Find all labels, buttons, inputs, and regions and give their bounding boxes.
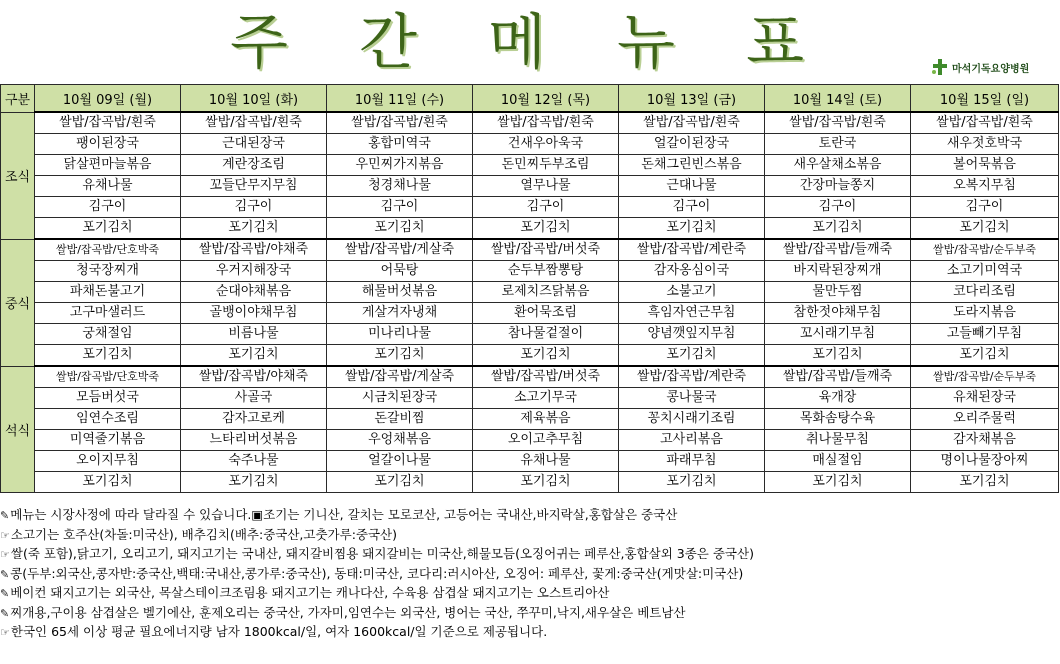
menu-item: 쌀밥/잡곡밥/흰죽 — [765, 112, 911, 134]
menu-item: 어묵탕 — [327, 261, 473, 282]
menu-item: 취나물무침 — [765, 430, 911, 451]
menu-item: 청국장찌개 — [35, 261, 181, 282]
menu-row — [1, 261, 1059, 282]
menu-item: 유채나물 — [473, 451, 619, 472]
menu-item: 쌀밥/잡곡밥/들깨죽 — [765, 239, 911, 261]
menu-item: 바지락된장찌개 — [765, 261, 911, 282]
menu-item: 포기김치 — [911, 345, 1059, 367]
menu-item: 포기김치 — [327, 345, 473, 367]
menu-item: 얼갈이나물 — [327, 451, 473, 472]
note-text: 쌀(죽 포함),닭고기, 오리고기, 돼지고기는 국내산, 돼지갈비찜용 돼지갈비는 미국산,해물모듬(오징어귀는 페루산,홍합살외 3종은 중국산) — [10, 546, 754, 561]
menu-item: 포기김치 — [765, 345, 911, 367]
menu-item: 우거지해장국 — [181, 261, 327, 282]
menu-item: 숙주나물 — [181, 451, 327, 472]
menu-item: 돈채그린빈스볶음 — [619, 155, 765, 176]
menu-item: 포기김치 — [181, 345, 327, 367]
menu-item: 포기김치 — [619, 218, 765, 240]
menu-item: 포기김치 — [473, 218, 619, 240]
menu-item: 토란국 — [765, 134, 911, 155]
menu-item: 볼어묵볶음 — [911, 155, 1059, 176]
menu-item: 유채된장국 — [911, 388, 1059, 409]
menu-item: 쌀밥/잡곡밥/게살죽 — [327, 366, 473, 388]
menu-item: 김구이 — [911, 197, 1059, 218]
menu-item: 쌀밥/잡곡밥/흰죽 — [473, 112, 619, 134]
menu-item: 미역줄기볶음 — [35, 430, 181, 451]
menu-item: 쌀밥/잡곡밥/단호박죽 — [35, 239, 181, 261]
menu-item: 모듬버섯국 — [35, 388, 181, 409]
menu-row — [1, 409, 1059, 430]
menu-item: 고들빼기무침 — [911, 324, 1059, 345]
menu-item: 파래무침 — [619, 451, 765, 472]
pencil-icon: ✎ — [0, 606, 10, 620]
menu-item: 포기김치 — [327, 218, 473, 240]
menu-row — [1, 282, 1059, 303]
menu-item: 환어묵조림 — [473, 303, 619, 324]
menu-item: 포기김치 — [473, 345, 619, 367]
menu-item: 파채돈불고기 — [35, 282, 181, 303]
menu-item: 쌀밥/잡곡밥/흰죽 — [181, 112, 327, 134]
menu-item: 포기김치 — [473, 472, 619, 493]
menu-item: 돈민찌두부조림 — [473, 155, 619, 176]
note-text: 소고기는 호주산(차돌:미국산), 배추김치(배추:중국산,고춧가루:중국산) — [10, 526, 398, 542]
menu-item: 쌀밥/잡곡밥/들깨죽 — [765, 366, 911, 388]
menu-item: 로제치즈닭볶음 — [473, 282, 619, 303]
menu-item: 쌀밥/잡곡밥/계란죽 — [619, 239, 765, 261]
menu-row — [1, 112, 1059, 134]
menu-row — [1, 472, 1059, 493]
logo-text: 마석기독요양병원 — [952, 63, 1030, 75]
menu-item: 꽁치시래기조림 — [619, 409, 765, 430]
menu-item: 포기김치 — [327, 472, 473, 493]
menu-item: 쌀밥/잡곡밥/야채죽 — [181, 366, 327, 388]
menu-item: 포기김치 — [181, 218, 327, 240]
pointing-hand-icon: ☞ — [0, 626, 10, 639]
date-header: 10월 14일 (토) — [765, 85, 911, 113]
menu-item: 궁채절임 — [35, 324, 181, 345]
note-line — [0, 583, 1060, 603]
meal-label: 석식 — [1, 366, 35, 493]
menu-item: 비름나물 — [181, 324, 327, 345]
menu-item: 꼬들단무지무침 — [181, 176, 327, 197]
menu-item: 쌀밥/잡곡밥/순두부죽 — [911, 366, 1059, 388]
menu-item: 포기김치 — [619, 472, 765, 493]
menu-item: 새우젓호박국 — [911, 134, 1059, 155]
menu-item: 계란장조림 — [181, 155, 327, 176]
note-line — [0, 505, 1060, 525]
menu-item: 우엉채볶음 — [327, 430, 473, 451]
menu-item: 쌀밥/잡곡밥/야채죽 — [181, 239, 327, 261]
menu-item: 쌀밥/잡곡밥/흰죽 — [911, 112, 1059, 134]
menu-item: 근대나물 — [619, 176, 765, 197]
menu-row — [1, 345, 1059, 367]
menu-item: 골뱅이야채무침 — [181, 303, 327, 324]
menu-row — [1, 197, 1059, 218]
menu-item: 콩나물국 — [619, 388, 765, 409]
meal-label: 조식 — [1, 112, 35, 239]
menu-item: 김구이 — [765, 197, 911, 218]
menu-item: 오이고추무침 — [473, 430, 619, 451]
menu-item: 김구이 — [327, 197, 473, 218]
note-line — [0, 564, 1060, 584]
menu-item: 포기김치 — [181, 472, 327, 493]
menu-item: 명이나물장아찌 — [911, 451, 1059, 472]
note-text: 베이컨 돼지고기는 외국산, 목살스테이크조림용 돼지고기는 캐나다산, 수육용 삼겹살 돼지고기는 오스트리아산 — [10, 585, 610, 600]
date-header: 10월 09일 (월) — [35, 85, 181, 113]
menu-item: 열무나물 — [473, 176, 619, 197]
menu-row — [1, 134, 1059, 155]
menu-item: 느타리버섯볶음 — [181, 430, 327, 451]
note-text: 메뉴는 시장사정에 따라 달라질 수 있습니다.▣조기는 기니산, 갈치는 모로코산, 고등어는 국내산,바지락살,홍합살은 중국산 — [10, 507, 678, 522]
menu-item: 쌀밥/잡곡밥/계란죽 — [619, 366, 765, 388]
menu-row — [1, 303, 1059, 324]
menu-row — [1, 366, 1059, 388]
menu-item: 목화솜탕수육 — [765, 409, 911, 430]
menu-item: 쌀밥/잡곡밥/흰죽 — [619, 112, 765, 134]
menu-item: 해물버섯볶음 — [327, 282, 473, 303]
header-row — [1, 85, 1059, 113]
pencil-icon: ✎ — [0, 509, 10, 522]
menu-item: 닭살편마늘볶음 — [35, 155, 181, 176]
menu-item: 포기김치 — [35, 345, 181, 367]
date-header: 10월 10일 (화) — [181, 85, 327, 113]
menu-item: 순대야채볶음 — [181, 282, 327, 303]
menu-item: 사골국 — [181, 388, 327, 409]
menu-item: 순두부짬뽕탕 — [473, 261, 619, 282]
menu-item: 육개장 — [765, 388, 911, 409]
menu-row — [1, 176, 1059, 197]
menu-item: 제육볶음 — [473, 409, 619, 430]
menu-item: 김구이 — [181, 197, 327, 218]
pointing-hand-icon: ☞ — [0, 548, 10, 561]
menu-item: 감자고로케 — [181, 409, 327, 430]
date-header: 10월 13일 (금) — [619, 85, 765, 113]
menu-item: 쌀밥/잡곡밥/버섯죽 — [473, 366, 619, 388]
menu-item: 김구이 — [473, 197, 619, 218]
menu-item: 오리주물럭 — [911, 409, 1059, 430]
note-text: 찌개용,구이용 삼겹살은 벨기에산, 훈제오리는 중국산, 가자미,임연수는 외국산, 병어는 국산, 쭈꾸미,낙지,새우살은 베트남산 — [10, 604, 686, 620]
menu-item: 돈갈비찜 — [327, 409, 473, 430]
weekly-menu-table — [0, 84, 1059, 493]
note-line — [0, 525, 1060, 545]
menu-row — [1, 239, 1059, 261]
menu-item: 건새우아욱국 — [473, 134, 619, 155]
menu-item: 고구마샐러드 — [35, 303, 181, 324]
menu-item: 김구이 — [619, 197, 765, 218]
menu-item: 흑임자연근무침 — [619, 303, 765, 324]
menu-item: 참한젓야채무침 — [765, 303, 911, 324]
menu-item: 유채나물 — [35, 176, 181, 197]
notes-section — [0, 505, 1060, 642]
header-corner: 구분 — [1, 85, 35, 113]
menu-item: 팽이된장국 — [35, 134, 181, 155]
pencil-icon: ✎ — [0, 567, 10, 581]
menu-item: 양념깻잎지무침 — [619, 324, 765, 345]
menu-item: 감자옹심이국 — [619, 261, 765, 282]
menu-item: 포기김치 — [765, 218, 911, 240]
menu-item: 우민찌가지볶음 — [327, 155, 473, 176]
note-text: 한국인 65세 이상 평균 필요에너지량 남자 1800kcal/일, 여자 1600kcal/일 기준으로 제공됩니다. — [10, 624, 548, 639]
menu-item: 감자채볶음 — [911, 430, 1059, 451]
hospital-logo — [930, 56, 1029, 78]
note-line — [0, 544, 1060, 564]
menu-item: 매실절임 — [765, 451, 911, 472]
date-header: 10월 11일 (수) — [327, 85, 473, 113]
menu-item: 포기김치 — [765, 472, 911, 493]
menu-row — [1, 218, 1059, 240]
menu-item: 물만두찜 — [765, 282, 911, 303]
menu-item: 쌀밥/잡곡밥/단호박죽 — [35, 366, 181, 388]
menu-item: 홍합미역국 — [327, 134, 473, 155]
menu-item: 쌀밥/잡곡밥/게살죽 — [327, 239, 473, 261]
menu-item: 도라지볶음 — [911, 303, 1059, 324]
cross-person-icon — [930, 57, 950, 77]
menu-item: 코다리조림 — [911, 282, 1059, 303]
menu-row — [1, 430, 1059, 451]
menu-item: 임연수조림 — [35, 409, 181, 430]
menu-row — [1, 324, 1059, 345]
menu-item: 소불고기 — [619, 282, 765, 303]
menu-item: 간장마늘쫑지 — [765, 176, 911, 197]
note-line — [0, 603, 1060, 623]
pointing-hand-icon: ☞ — [0, 528, 10, 542]
note-line — [0, 622, 1060, 642]
menu-item: 새우살채소볶음 — [765, 155, 911, 176]
page-title: 주 간 메 뉴 표 — [229, 8, 831, 78]
menu-item: 오이지무침 — [35, 451, 181, 472]
menu-item: 쌀밥/잡곡밥/버섯죽 — [473, 239, 619, 261]
menu-item: 시금치된장국 — [327, 388, 473, 409]
menu-item: 김구이 — [35, 197, 181, 218]
menu-item: 미나리나물 — [327, 324, 473, 345]
menu-row — [1, 155, 1059, 176]
menu-item: 청경채나물 — [327, 176, 473, 197]
menu-item: 근대된장국 — [181, 134, 327, 155]
menu-item: 쌀밥/잡곡밥/순두부죽 — [911, 239, 1059, 261]
menu-item: 쌀밥/잡곡밥/흰죽 — [327, 112, 473, 134]
menu-item: 게살겨자냉채 — [327, 303, 473, 324]
menu-item: 참나물겉절이 — [473, 324, 619, 345]
menu-row — [1, 388, 1059, 409]
note-text: 콩(두부:외국산,콩자반:중국산,백태:국내산,콩가루:중국산), 동태:미국산, 코다리:러시아산, 오징어: 페루산, 꽃게:중국산(게맛살:미국산) — [10, 565, 744, 581]
menu-item: 쌀밥/잡곡밥/흰죽 — [35, 112, 181, 134]
meal-label: 중식 — [1, 239, 35, 366]
menu-item: 소고기미역국 — [911, 261, 1059, 282]
menu-item: 포기김치 — [911, 472, 1059, 493]
date-header: 10월 12일 (목) — [473, 85, 619, 113]
date-header: 10월 15일 (일) — [911, 85, 1059, 113]
menu-item: 포기김치 — [911, 218, 1059, 240]
menu-item: 포기김치 — [35, 218, 181, 240]
menu-item: 포기김치 — [619, 345, 765, 367]
menu-item: 포기김치 — [35, 472, 181, 493]
menu-item: 꼬시래기무침 — [765, 324, 911, 345]
menu-item: 오복지무침 — [911, 176, 1059, 197]
menu-item: 고사리볶음 — [619, 430, 765, 451]
pencil-icon: ✎ — [0, 587, 10, 600]
menu-row — [1, 451, 1059, 472]
menu-item: 얼갈이된장국 — [619, 134, 765, 155]
menu-item: 소고기무국 — [473, 388, 619, 409]
